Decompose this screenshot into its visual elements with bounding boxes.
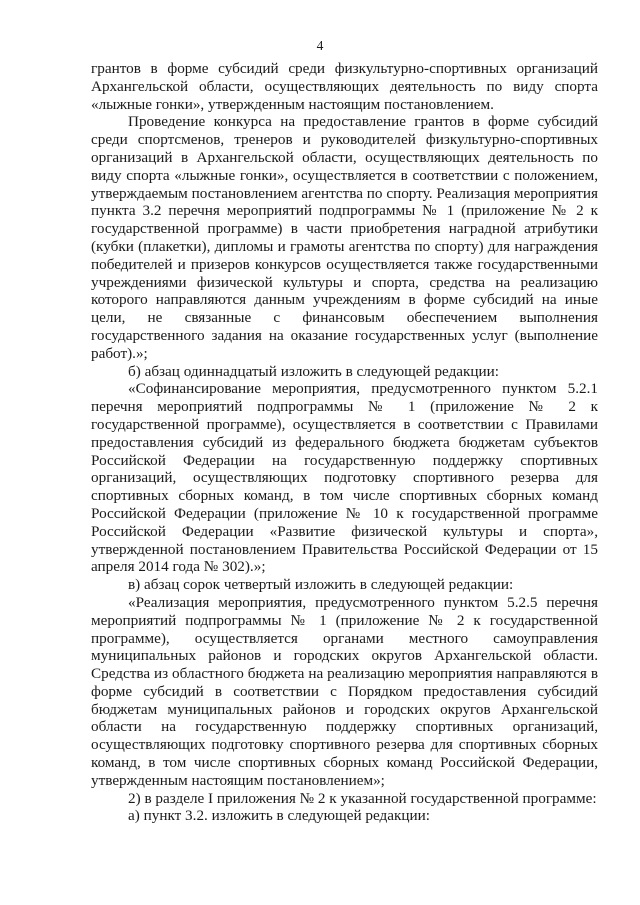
paragraph-implementation: «Реализация мероприятия, предусмотренного пунктом 5.2.5 перечня мероприятий подпрограммы № 1 (приложение № 2 к государственной программе), осуществляется органами местного самоуправления муниципальных районов и городских округов Архангельской области. Средства из областного бюджета на реализацию мероприятия направляются в форме субсидий в соответствии с Порядком предоставления субсидий бюджетам муниципальных районов и городских округов Архангельской области на государственную поддержку спортивных организаций, осуществляющих подготовку спортивного резерва для спортивных сборных команд, в том числе спортивных сборных команд Российской Федерации, утвержденным настоящим постановлением»; (91, 593, 598, 789)
paragraph-item-v: в) абзац сорок четвертый изложить в следующей редакции: (128, 576, 514, 594)
document-body (91, 60, 598, 825)
paragraph-item-b: б) абзац одиннадцатый изложить в следующей редакции: (128, 362, 500, 380)
paragraph-cofinancing: «Софинансирование мероприятия, предусмотренного пунктом 5.2.1 перечня мероприятий подпрограммы № 1 (приложение № 2 к государственной программе), осуществляется в соответствии с Правилами предоставления субсидий из федерального бюджета бюджетам субъектов Российской Федерации на государственную поддержку спортивных организаций, осуществляющих подготовку спортивного резерва для спортивных сборных команд, в том числе спортивных сборных команд Российской Федерации (приложение № 10 к государственной программе Российской Федерации «Развитие физической культуры и спорта», утвержденной постановлением Правительства Российской Федерации от 15 апреля 2014 года № 302).»; (91, 380, 598, 576)
paragraph-contest-procedure: Проведение конкурса на предоставление грантов в форме субсидий среди спортсменов, тренеров и руководителей физкультурно-спортивных организаций в Архангельской области, осуществляющих деятельность по виду спорта «лыжные гонки», осуществляется в соответствии с положением, утверждаемым постановлением агентства по спорту. Реализация мероприятия пункта 3.2 перечня мероприятий подпрограммы № 1 (приложение № 2 к государственной программе) в части приобретения наградной атрибутики (кубки (плакетки), дипломы и грамоты агентства по спорту) для награждения победителей и призеров конкурсов осуществляется также государственными учреждениями физической культуры и спорта, средства на реализацию которого направляются данным учреждениям в форме субсидий на иные цели, не связанные с финансовым обеспечением выполнения государственного задания на оказание государственных услуг (выполнение работ).»; (91, 113, 598, 362)
paragraph-item-a: а) пункт 3.2. изложить в следующей редакции: (128, 807, 430, 825)
page-number: 4 (316, 38, 324, 53)
paragraph-item-2: 2) в разделе I приложения № 2 к указанной государственной программе: (128, 789, 597, 807)
paragraph-continuation: грантов в форме субсидий среди физкультурно-спортивных организаций Архангельской области, осуществляющих деятельность по виду спорта «лыжные гонки», утвержденным настоящим постановлением. (91, 60, 598, 113)
